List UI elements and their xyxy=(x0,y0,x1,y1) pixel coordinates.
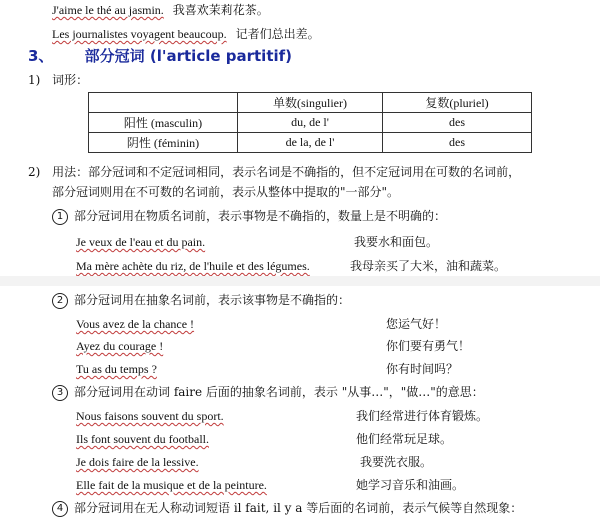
item-2-line-1 xyxy=(28,164,520,180)
example-translation: 她学习音乐和油画。 xyxy=(356,478,465,492)
item-1 xyxy=(28,72,88,88)
example-translation: 我母亲买了大米，油和蔬菜。 xyxy=(350,259,507,273)
section-heading xyxy=(28,46,292,66)
french-sentence: Je veux de l'eau et du pain. xyxy=(76,235,206,249)
table-cell: 阴性 (féminin) xyxy=(89,133,238,153)
item-label: 2) xyxy=(28,165,41,179)
circled-number: 4 xyxy=(52,501,68,517)
french-sentence: Ayez du courage ! xyxy=(76,339,164,353)
french-sentence: J'aime le thé au jasmin. xyxy=(52,3,164,17)
example-row xyxy=(76,408,224,424)
item-text: 词形： xyxy=(52,73,89,87)
subitem-1 xyxy=(52,208,446,225)
example-translation: 我要洗衣服。 xyxy=(360,455,433,469)
example-row xyxy=(76,316,194,332)
table-row xyxy=(89,133,532,153)
item-text: 部分冠词则用在不可数的名词前，表示从整体中提取的"一部分"。 xyxy=(52,185,400,199)
table-header-cell: 复数(pluriel) xyxy=(383,93,532,113)
french-sentence: Nous faisons souvent du sport. xyxy=(76,409,224,423)
table-cell: 阳性 (masculin) xyxy=(89,113,238,133)
chinese-translation: 记者们总出差。 xyxy=(235,27,320,41)
example-row xyxy=(76,477,267,493)
table-header-row xyxy=(89,93,532,113)
article-forms-table xyxy=(88,92,532,153)
circled-number: 1 xyxy=(52,209,68,225)
french-sentence: Ils font souvent du football. xyxy=(76,432,209,446)
example-row xyxy=(76,258,310,274)
example-translation: 你有时间吗？ xyxy=(386,362,459,376)
section-title: 部分冠词 (l'article partitif) xyxy=(84,47,293,65)
example-translation: 您运气好！ xyxy=(386,317,447,331)
subitem-text: 部分冠词用在抽象名词前，表示该事物是不确指的： xyxy=(74,293,351,307)
table-cell: de la, de l' xyxy=(238,133,383,153)
french-sentence: Tu as du temps ? xyxy=(76,362,157,376)
example-row xyxy=(76,338,163,354)
example-row xyxy=(76,234,205,250)
subitem-2 xyxy=(52,292,350,309)
french-sentence: Ma mère achète du riz, de l'huile et des légumes. xyxy=(76,259,310,273)
item-text: 用法：部分冠词和不定冠词相同，表示名词是不确指的，但不定冠词用在可数的名词前， xyxy=(52,165,521,179)
circled-number: 3 xyxy=(52,385,68,401)
example-translation: 他们经常玩足球。 xyxy=(356,432,453,446)
french-sentence: Les journalistes voyagent beaucoup. xyxy=(52,27,227,41)
table-cell: du, de l' xyxy=(238,113,383,133)
table-cell: des xyxy=(383,113,532,133)
page-break xyxy=(0,276,600,286)
section-number: 3、 xyxy=(28,47,54,65)
example-row xyxy=(76,454,199,470)
table-header-cell xyxy=(89,93,238,113)
subitem-4 xyxy=(52,500,522,517)
french-sentence: Je dois faire de la lessive. xyxy=(76,455,199,469)
table-cell: des xyxy=(383,133,532,153)
item-label: 1) xyxy=(28,73,41,87)
subitem-3 xyxy=(52,384,484,401)
item-2-line-2 xyxy=(52,184,399,200)
example-translation: 我要水和面包。 xyxy=(354,235,439,249)
example-translation: 我们经常进行体育锻炼。 xyxy=(356,409,489,423)
subitem-text: 部分冠词用在无人称动词短语 il fait, il y a 等后面的名词前，表示气候等自然现象： xyxy=(74,501,523,515)
table-header-cell: 单数(singulier) xyxy=(238,93,383,113)
top-example-1 xyxy=(52,2,269,18)
example-row xyxy=(76,361,157,377)
example-row xyxy=(76,431,209,447)
table-row xyxy=(89,113,532,133)
french-sentence: Vous avez de la chance ! xyxy=(76,317,195,331)
circled-number: 2 xyxy=(52,293,68,309)
subitem-text: 部分冠词用在物质名词前，表示事物是不确指的，数量上是不明确的： xyxy=(74,209,447,223)
top-example-2 xyxy=(52,26,320,42)
french-sentence: Elle fait de la musique et de la peinture. xyxy=(76,478,267,492)
chinese-translation: 我喜欢茉莉花茶。 xyxy=(172,3,269,17)
subitem-text: 部分冠词用在动词 faire 后面的抽象名词前，表示 "从事…"，"做…"的意思： xyxy=(74,385,484,399)
example-translation: 你们要有勇气！ xyxy=(386,339,471,353)
